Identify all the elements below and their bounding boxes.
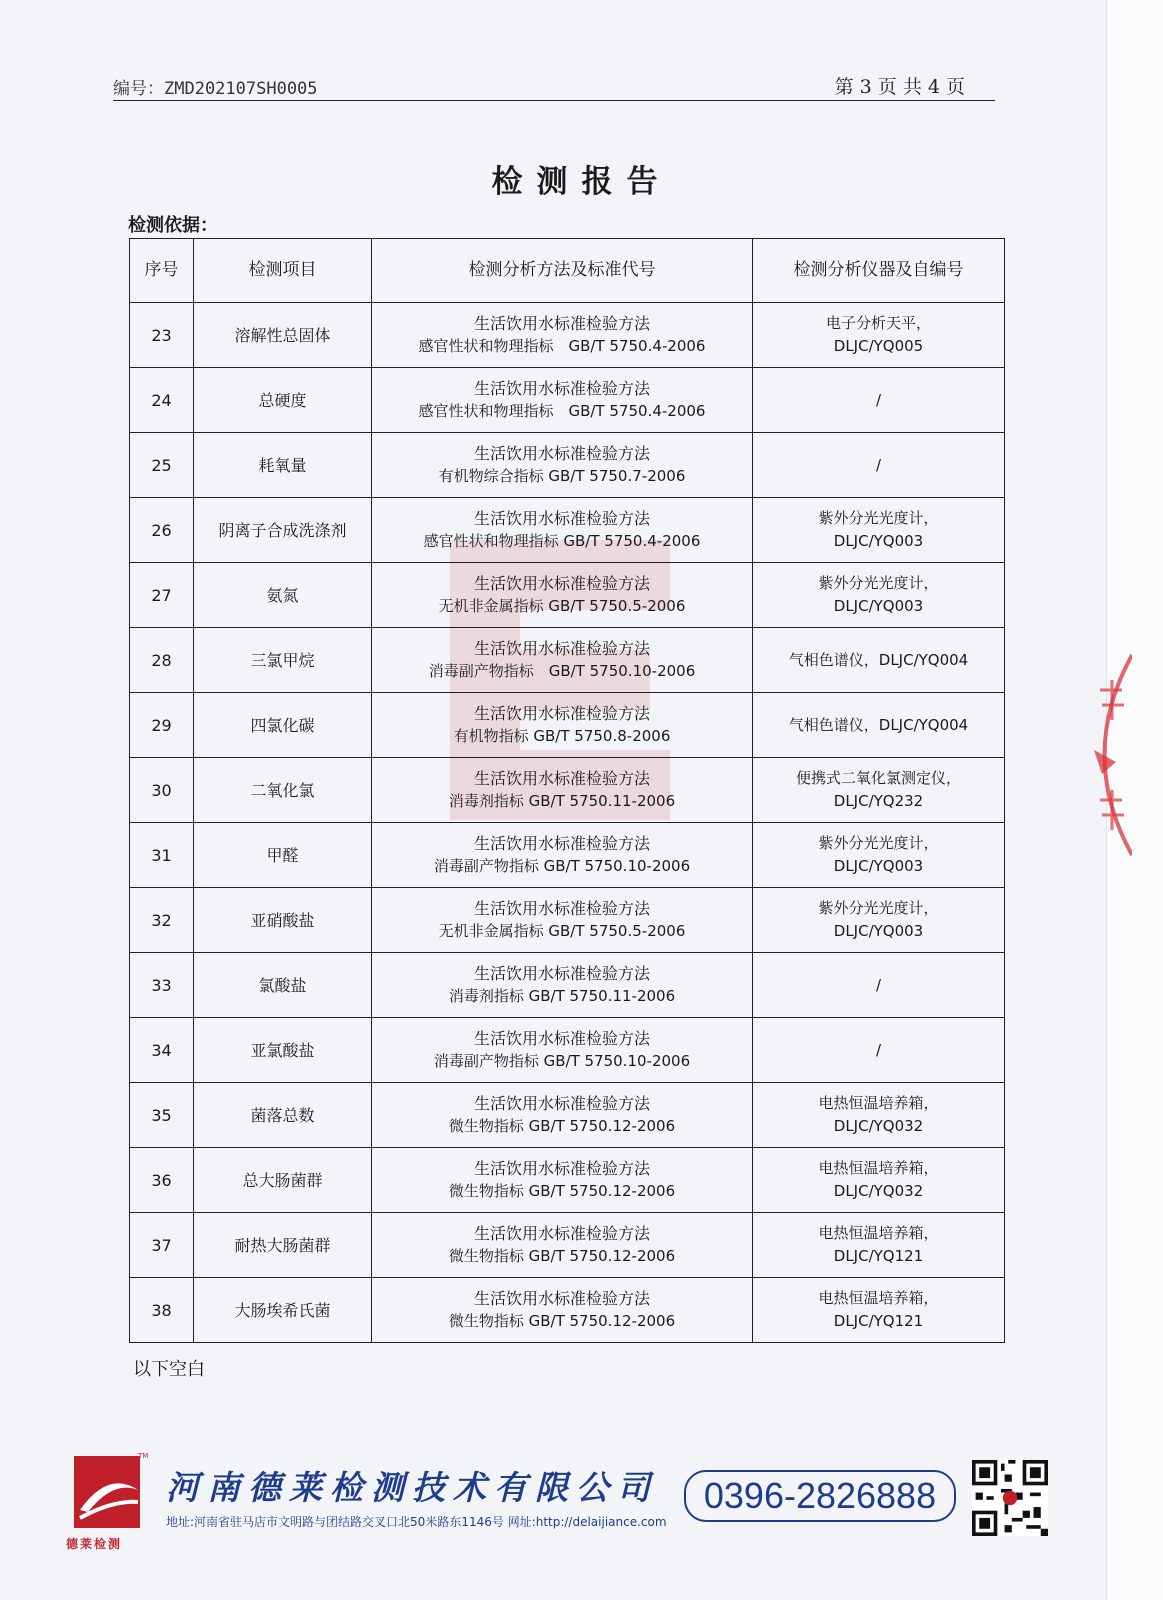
table-row: [130, 563, 1005, 628]
instrument-name: 紫外分光光度计，: [818, 574, 939, 592]
test-item: 亚氯酸盐: [194, 1018, 372, 1083]
report-number: 编号：ZMD202107SH0005: [113, 79, 318, 99]
row-number: 29: [130, 693, 194, 758]
row-number: 31: [130, 823, 194, 888]
instrument-name: 紫外分光光度计，: [818, 509, 939, 527]
instrument-name: 电热恒温培养箱，: [818, 1289, 939, 1307]
row-number: 36: [130, 1148, 194, 1213]
company-name: 河南德莱检测技术有限公司: [166, 1468, 658, 1507]
test-method: [372, 1083, 753, 1148]
test-item: 四氯化碳: [194, 693, 372, 758]
method-standard: 有机物综合指标 GB/T 5750.7-2006: [438, 467, 686, 485]
method-standard: 微生物指标 GB/T 5750.12-2006: [448, 1312, 676, 1330]
table-row: [130, 1148, 1005, 1213]
test-instrument: [753, 1083, 1005, 1148]
test-instrument: [753, 888, 1005, 953]
instrument-name: 便携式二氧化氯测定仪，: [795, 769, 961, 787]
logo-text: 德莱检测: [66, 1537, 123, 1551]
company-phone: 0396-2826888: [684, 1470, 956, 1522]
row-number: 28: [130, 628, 194, 693]
test-instrument: [753, 823, 1005, 888]
test-instrument: [753, 1018, 1005, 1083]
method-title: 生活饮用水标准检验方法: [473, 444, 650, 463]
method-title: 生活饮用水标准检验方法: [473, 1159, 650, 1178]
test-instrument: [753, 693, 1005, 758]
instrument-id: DLJC/YQ003: [833, 922, 924, 940]
test-method: [372, 563, 753, 628]
method-standard: 有机物指标 GB/T 5750.8-2006: [453, 727, 671, 745]
method-standard: 微生物指标 GB/T 5750.12-2006: [448, 1247, 676, 1265]
test-item: 甲醛: [194, 823, 372, 888]
instrument-name: 电子分析天平，: [825, 314, 931, 332]
test-instrument: [753, 303, 1005, 368]
table-row: [130, 628, 1005, 693]
instrument-name: 气相色谱仪，DLJC/YQ004: [788, 715, 969, 734]
method-standard: 微生物指标 GB/T 5750.12-2006: [448, 1117, 676, 1135]
svg-text:TM: TM: [138, 1452, 148, 1460]
test-instrument: [753, 368, 1005, 433]
method-standard: 消毒剂指标 GB/T 5750.11-2006: [448, 987, 676, 1005]
blank-note: 以下空白: [133, 1359, 205, 1380]
row-number: 27: [130, 563, 194, 628]
company-address: 地址:河南省驻马店市文明路与团结路交叉口北50米路东1146号 网址:http://delaijiance.com: [166, 1515, 667, 1529]
test-method: [372, 303, 753, 368]
test-method: [372, 693, 753, 758]
method-title: 生活饮用水标准检验方法: [473, 1029, 650, 1048]
method-standard: 消毒副产物指标 GB/T 5750.10-2006: [428, 662, 696, 680]
row-number: 33: [130, 953, 194, 1018]
method-title: 生活饮用水标准检验方法: [473, 704, 650, 723]
table-row: [130, 693, 1005, 758]
instrument-id: DLJC/YQ005: [833, 337, 924, 355]
row-number: 26: [130, 498, 194, 563]
method-title: 生活饮用水标准检验方法: [473, 639, 650, 658]
test-instrument: [753, 1213, 1005, 1278]
row-number: 30: [130, 758, 194, 823]
test-item: 氯酸盐: [194, 953, 372, 1018]
method-standard: 无机非金属指标 GB/T 5750.5-2006: [438, 922, 686, 940]
table-row: [130, 823, 1005, 888]
row-number: 25: [130, 433, 194, 498]
qr-code-icon: [972, 1460, 1048, 1536]
method-standard: 消毒副产物指标 GB/T 5750.10-2006: [433, 857, 691, 875]
method-standard: 消毒剂指标 GB/T 5750.11-2006: [448, 792, 676, 810]
test-item: 菌落总数: [194, 1083, 372, 1148]
instrument-name: 电热恒温培养箱，: [818, 1159, 939, 1177]
test-instrument: [753, 433, 1005, 498]
method-title: 生活饮用水标准检验方法: [473, 964, 650, 983]
instrument-name: /: [875, 390, 882, 409]
row-number: 37: [130, 1213, 194, 1278]
instrument-id: DLJC/YQ232: [833, 792, 924, 810]
table-row: [130, 1213, 1005, 1278]
test-instrument: [753, 498, 1005, 563]
test-basis-table: [129, 238, 1005, 1343]
test-method: [372, 1018, 753, 1083]
row-number: 32: [130, 888, 194, 953]
table-row: [130, 1278, 1005, 1343]
table-row: [130, 368, 1005, 433]
red-seal-stamp: [1072, 650, 1132, 860]
test-method: [372, 953, 753, 1018]
table-row: [130, 953, 1005, 1018]
test-method: [372, 758, 753, 823]
header-method: 检测分析方法及标准代号: [372, 239, 753, 303]
row-number: 24: [130, 368, 194, 433]
header-no: 序号: [130, 239, 194, 303]
test-item: 阴离子合成洗涤剂: [194, 498, 372, 563]
header-instrument: 检测分析仪器及自编号: [753, 239, 1005, 303]
table-row: [130, 498, 1005, 563]
instrument-name: 气相色谱仪，DLJC/YQ004: [788, 650, 969, 669]
basis-label: 检测依据：: [128, 215, 218, 236]
test-instrument: [753, 628, 1005, 693]
report-title: 检测报告: [491, 164, 672, 200]
test-instrument: [753, 1278, 1005, 1343]
test-instrument: [753, 758, 1005, 823]
test-instrument: [753, 563, 1005, 628]
table-row: [130, 1083, 1005, 1148]
method-title: 生活饮用水标准检验方法: [473, 1224, 650, 1243]
instrument-name: /: [875, 1040, 882, 1059]
instrument-id: DLJC/YQ032: [833, 1117, 924, 1135]
row-number: 38: [130, 1278, 194, 1343]
table-body: [130, 303, 1005, 1343]
method-title: 生活饮用水标准检验方法: [473, 574, 650, 593]
instrument-id: DLJC/YQ003: [833, 857, 924, 875]
row-number: 34: [130, 1018, 194, 1083]
row-number: 23: [130, 303, 194, 368]
table-row: [130, 888, 1005, 953]
test-item: 三氯甲烷: [194, 628, 372, 693]
test-instrument: [753, 1148, 1005, 1213]
instrument-name: 紫外分光光度计，: [818, 899, 939, 917]
instrument-id: DLJC/YQ121: [833, 1312, 924, 1330]
table-row: [130, 303, 1005, 368]
test-method: [372, 1278, 753, 1343]
method-standard: 消毒副产物指标 GB/T 5750.10-2006: [433, 1052, 691, 1070]
test-item: 氨氮: [194, 563, 372, 628]
test-method: [372, 1213, 753, 1278]
test-item: 二氧化氯: [194, 758, 372, 823]
company-logo-icon: [68, 1450, 148, 1545]
method-standard: 微生物指标 GB/T 5750.12-2006: [448, 1182, 676, 1200]
method-title: 生活饮用水标准检验方法: [473, 509, 650, 528]
instrument-name: 紫外分光光度计，: [818, 834, 939, 852]
instrument-id: DLJC/YQ003: [833, 532, 924, 550]
test-item: 耐热大肠菌群: [194, 1213, 372, 1278]
test-method: [372, 1148, 753, 1213]
test-item: 溶解性总固体: [194, 303, 372, 368]
test-method: [372, 368, 753, 433]
instrument-name: /: [875, 975, 882, 994]
table-header-row: [130, 239, 1005, 303]
instrument-name: 电热恒温培养箱，: [818, 1224, 939, 1242]
instrument-name: /: [875, 455, 882, 474]
test-method: [372, 888, 753, 953]
instrument-name: 电热恒温培养箱，: [818, 1094, 939, 1112]
test-method: [372, 628, 753, 693]
method-title: 生活饮用水标准检验方法: [473, 1094, 650, 1113]
instrument-id: DLJC/YQ121: [833, 1247, 924, 1265]
test-method: [372, 433, 753, 498]
row-number: 35: [130, 1083, 194, 1148]
method-title: 生活饮用水标准检验方法: [473, 769, 650, 788]
instrument-id: DLJC/YQ032: [833, 1182, 924, 1200]
test-item: 大肠埃希氏菌: [194, 1278, 372, 1343]
method-title: 生活饮用水标准检验方法: [473, 379, 650, 398]
footer: [60, 1450, 1060, 1560]
test-method: [372, 823, 753, 888]
method-title: 生活饮用水标准检验方法: [473, 899, 650, 918]
test-method: [372, 498, 753, 563]
test-item: 耗氧量: [194, 433, 372, 498]
method-title: 生活饮用水标准检验方法: [473, 1289, 650, 1308]
test-item: 总大肠菌群: [194, 1148, 372, 1213]
table-row: [130, 1018, 1005, 1083]
header-item: 检测项目: [194, 239, 372, 303]
method-title: 生活饮用水标准检验方法: [473, 314, 650, 333]
report-header: [113, 70, 995, 101]
table-row: [130, 433, 1005, 498]
page-indicator: 第 3 页 共 4 页: [834, 76, 965, 98]
test-item: 总硬度: [194, 368, 372, 433]
method-standard: 无机非金属指标 GB/T 5750.5-2006: [438, 597, 686, 615]
instrument-id: DLJC/YQ003: [833, 597, 924, 615]
test-instrument: [753, 953, 1005, 1018]
method-standard: 感官性状和物理指标 GB/T 5750.4-2006: [418, 337, 706, 355]
test-item: 亚硝酸盐: [194, 888, 372, 953]
method-standard: 感官性状和物理指标 GB/T 5750.4-2006: [418, 402, 706, 420]
method-standard: 感官性状和物理指标 GB/T 5750.4-2006: [423, 532, 701, 550]
method-title: 生活饮用水标准检验方法: [473, 834, 650, 853]
table-row: [130, 758, 1005, 823]
